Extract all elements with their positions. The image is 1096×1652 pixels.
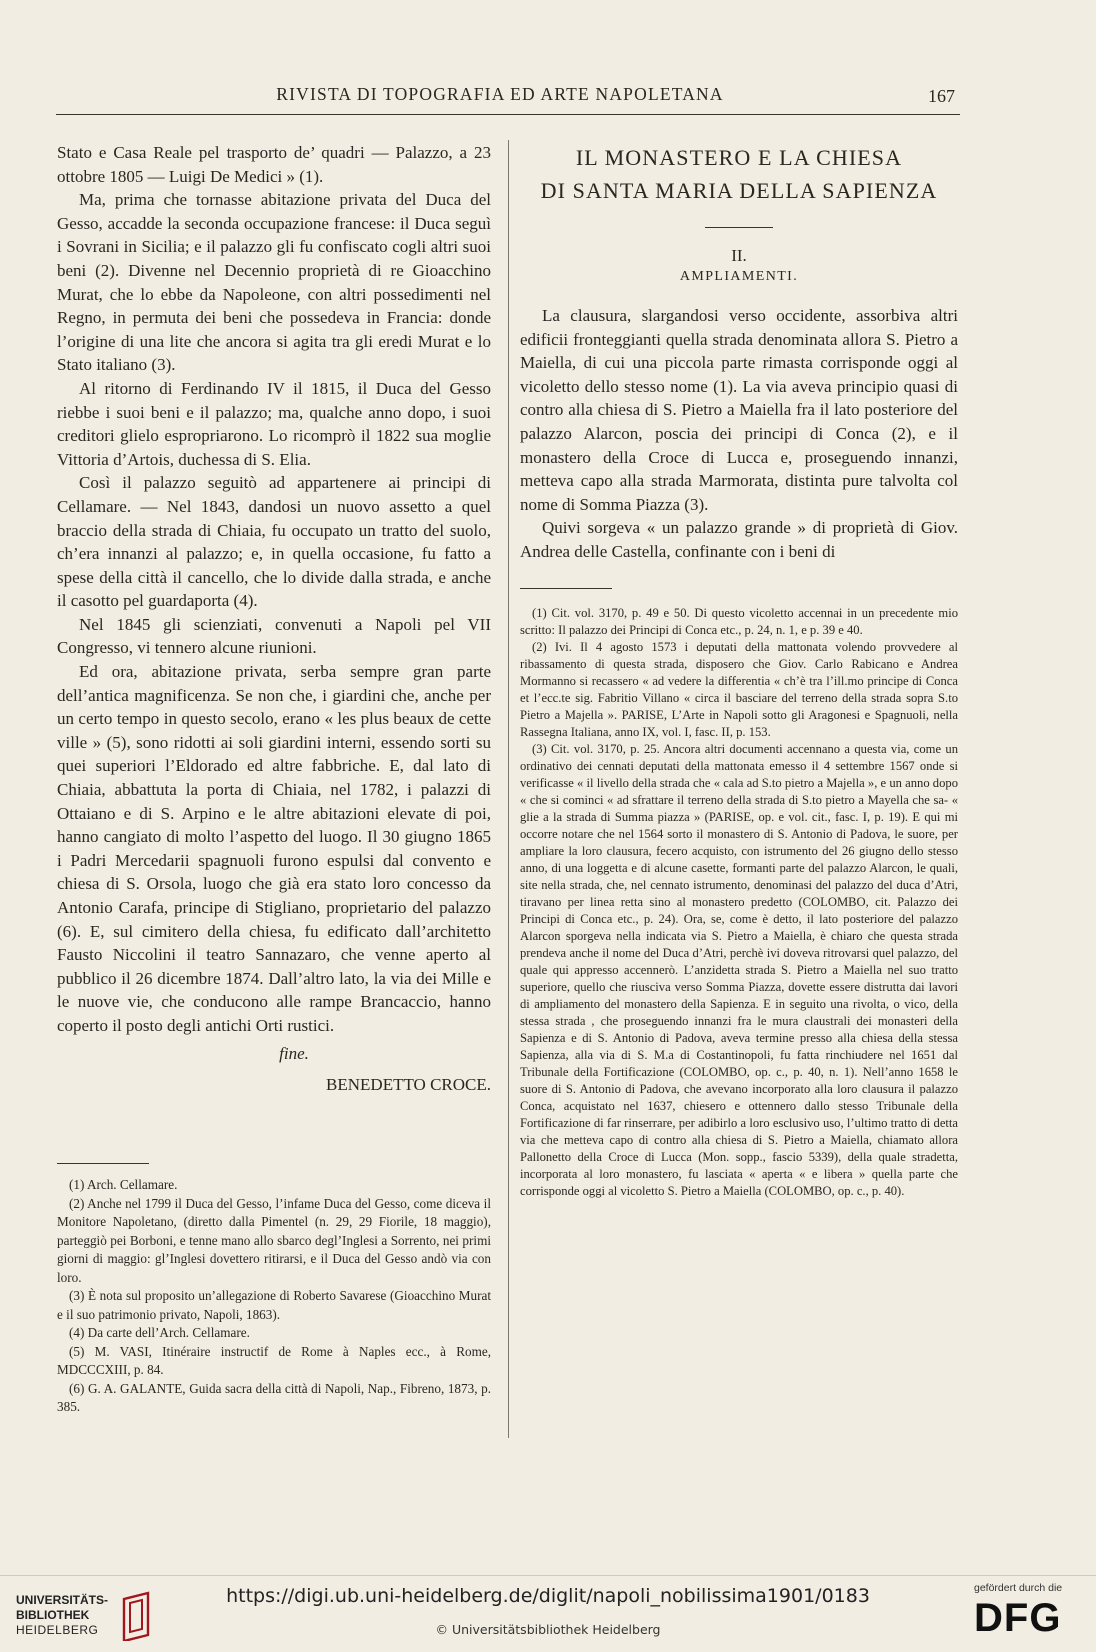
dfg-logo[interactable]: DFG [974,1596,1062,1640]
paragraph: Stato e Casa Reale pel trasporto de’ quadri — Palazzo, a 23 ottobre 1805 — Luigi De Medici » (1). [57,143,491,186]
library-name-line2: BIBLIOTHEK [16,1608,90,1622]
library-name-line3: HEIDELBERG [16,1623,99,1637]
running-header [0,84,1096,112]
footnote: (5) M. VASI, Itinéraire instructif de Rome à Naples ecc., à Rome, MDCCCXIII, p. 84. [57,1343,491,1377]
footnote-rule [57,1163,149,1164]
footnote: (6) G. A. GALANTE, Guida sacra della città di Napoli, Nap., Fibreno, 1873, p. 385. [57,1380,491,1414]
article-title-line1: IL MONASTERO E LA CHIESA [575,145,903,170]
paragraph: Nel 1845 gli scienziati, convenuti a Napoli pel VII Congresso, vi tennero alcune riunioni. [57,614,491,658]
paragraph: Ed ora, abitazione privata, serba sempre gran parte dell’antica magnificenza. Se non che, i giardini che, anche per un certo tempo in questo secolo, erano « les plus beaux de cette ville » (5), sono ridotti ai soli giardini interni, essendo sorti su quei superiori l’Eldorado ed altre fabbriche. E, dal lato di Chiaia, abbattuta la porta di Chiaia, nel 1782, i palazzi di Ottaiano e di S. Arpino e le altre abitazioni elevate di poi, hanno cangiato di molto l’aspetto del luogo. Il 30 giugno 1865 i Padri Mercedarii spagnuoli furono espulsi dal convento e chiesa di S. Orsola, luogo che già era stato loro concesso da Antonio Carafa, principe di Stigliano, proprietario del palazzo (6). E, sul cimitero della chiesa, fu edificato dall’architetto Fausto Niccolini il teatro Sannazaro, che venne aperto al pubblico il 26 dicembre 1874. Dall’altro lato, la via dei Mille e le nuove vie, che conducono alle rampe Brancaccio, hanno coperto il posto degli antichi Orti rustici. [57,662,491,1035]
author-signature: BENEDETTO CROCE. [326,1075,491,1095]
right-column [520,141,958,1200]
running-title: RIVISTA DI TOPOGRAFIA ED ARTE NAPOLETANA [276,84,724,104]
left-column [57,141,491,1097]
footnote: (3) Cit. vol. 3170, p. 25. Ancora altri documenti accennano a questa via, come un ordinativo dei cennati deputati della mattonata emesso il 4 settembre 1567 onde si verificasse « il livello della strada che « cala ad S.to pietro a Majella », e un anno dopo « che si cominci « ad sfrattare il terreno della strada di S.to pietro a Mayella che sa- « glie a la strada di Summa piazza » (PARISE, op. e vol. cit., fasc. I, p. 19). E qui mi occorre notare che nel 1564 sorto il monastero di S. Antonio di Padova, le suore, per ampliare la loro clausura, fecero acquisto, con istrumento del 26 giugno dello stesso anno, di una loggetta e di alcune casette, formanti parte del palazzo Alarcon, le quali, site nella strada, che, nel cennato istrumento, denominasi del palazzo del duca d’Atri, tiravano per linea retta sino al monastero predetto (COLOMBO, cit. Palazzo dei Principi di Conca etc., p. 24). Ora, se, come è detto, il lato posteriore del palazzo Alarcon sporgeva nella indicata via S. Pietro a Maiella, è chiaro che questa strada prendeva anche il nome del Duca d’Atri, perchè ivi doveva ritrovarsi quel palazzo, del quale qui appresso accennerò. L’anzidetta strada S. Pietro a Maiella nel suo tratto superiore, quello che riusciva verso Somma Piazza, dovette essere distrutta dai lavori di ampliamento del monastero della Sapienza. E in seguito una rivolta, o vico, della stessa strada , che proseguendo innanzi fra le mura claustrali dei monasteri della Sapienza e di S. Antonio di Padova, aveva termine presso alla chiesa della stessa Sapienza, alla via di S. M.a di Costantinopoli, fu fatta rinchiudere nel 1651 dal Tribunale della Fortificazione (COLOMBO, op. c., p. 40, n. 1). Nell’anno 1658 le suore di S. Antonio di Padova, che avevano incorporato alla loro clausura il palazzo Conca, acquistato nel 1637, chiesero e ottennero dallo stesso Tribunale della Fortificazione di far rinserrare, per adibirlo a loro esclusivo uso, l’ultimo tratto di detta via che metteva capo di contro alla chiesa di S. Pietro a Maiella, chiamato allora Pallonetto della Croce di Lucca (Mon. sopp., fascio 5339), della quale stradetta, incorporata al loro monastero, fu lasciata « aperta « e libera » quella parte che corrisponde oggi al vicoletto S. Pietro a Maiella (COLOMBO, op. c., p. 40). [520,741,958,1198]
footnote: (1) Arch. Cellamare. [69,1177,178,1192]
left-footnotes [57,1176,491,1417]
copyright-notice: © Universitätsbibliothek Heidelberg [435,1622,661,1637]
article-body [520,304,958,564]
footnote: (2) Anche nel 1799 il Duca del Gesso, l’infame Duca del Gesso, come diceva il Monitore Napoletano, (diretto dalla Pimentel (n. 29, 29 Fiorile, 18 maggio), parteggiò pei Borboni, e tenne mano allo sbarco degl’Inglesi a Sorrento, nei primi giorni di maggio: gl’Inglesi dovettero ritirarsi, e il Duca del Gesso andò via con loro. [57,1195,491,1285]
header-rule [56,114,960,115]
article-title-line2: DI SANTA MARIA DELLA SAPIENZA [540,178,938,203]
paragraph: Quivi sorgeva « un palazzo grande » di proprietà di Giov. Andrea delle Castella, confinante con i beni di [520,518,958,561]
section-number: II. [731,246,747,265]
footnote: (2) Ivi. Il 4 agosto 1573 i deputati della mattonata volendo provvedere al ribassamento di questa strada, disposero che Giov. Carlo Rabicano e Andrea Mormanno si recassero « ad vedere la differentia « ch’è tra l’ill.mo principe di Conca et l’ecc.te sig. Fabritio Villano « circa il basciare del terreno della strada sopra S.to Pietro a Majella ». PARISE, L’Arte in Napoli sotto gli Aragonesi e Spagnuoli, nella Rassegna Italiana, anno IX, vol. I, fasc. II, p. 153. [520,639,958,739]
page-number: 167 [928,86,955,106]
footnote: (3) È nota sul proposito un’allegazione di Roberto Savarese (Gioacchino Murat e il suo patrimonio privato, Napoli, 1863). [57,1288,491,1322]
funded-by-label: gefördert durch die [974,1582,1063,1594]
section-title: AMPLIAMENTI. [679,269,799,284]
footnote: (4) Da carte dell’Arch. Cellamare. [69,1325,250,1340]
library-name-line1: UNIVERSITÄTS- [16,1593,109,1607]
column-divider [508,140,509,1438]
title-rule [705,227,773,228]
paragraph: La clausura, slargandosi verso occidente, assorbiva altri edificii fronteggianti quella strada denominata allora S. Pietro a Maiella, di cui una piccola parte rimasta corrisponde oggi al vicoletto dello stesso nome (1). La via aveva principio quasi di contro alla chiesa di S. Pietro a Maiella fra il lato posteriore del palazzo Alarcon, poscia dei principi di Conca (2), e il monastero della Croce di Lucca e, proseguendo innanzi, metteva capo alla strada Marmorata, distinta pure talvolta col nome di Somma Piazza (3). [520,306,958,514]
paragraph: Ma, prima che tornasse abitazione privata del Duca del Gesso, accadde la seconda occupazione francese: il Duca seguì i Sovrani in Sicilia; e il palazzo gli fu confiscato cogli altri suoi beni (2). Divenne nel Decennio proprietà di re Gioacchino Murat, che lo ebbe da Napoleone, con altri possedimenti nel Regno, in permuta dei beni che possedeva in Francia: donde l’origine di una lite che ancora si agita tra gli eredi Murat e lo Stato italiano (3). [57,190,491,375]
end-mark: fine. [279,1043,309,1063]
footnote: (1) Cit. vol. 3170, p. 49 e 50. Di questo vicoletto accennai in un precedente mio scritto: Il palazzo dei Principi di Conca etc., p. 24, n. 1, e p. 39 e 40. [520,605,958,637]
footnote-rule [520,588,612,589]
permalink-url[interactable]: https://digi.ub.uni-heidelberg.de/diglit/napoli_nobilissima1901/0183 [226,1585,870,1607]
paragraph: Al ritorno di Ferdinando IV il 1815, il Duca del Gesso riebbe i suoi beni e il palazzo; ma, qualche anno dopo, i suoi creditori glielo espropriarono. Lo ricomprò il 1822 sua moglie Vittoria d’Artois, duchessa di S. Elia. [57,378,491,469]
paragraph: Così il palazzo seguitò ad appartenere ai principi di Cellamare. — Nel 1843, dandosi un nuovo assetto a quel braccio della strada di Chiaia, fu occupato un tratto del suolo, ch’era innanzi al palazzo; e, in quella occasione, fu fatto a spese della città il cancello, che lo divide dalla strada, e anche il casotto pel guardaporta (4). [57,473,491,611]
right-footnotes [520,605,958,1200]
library-name [16,1593,108,1638]
